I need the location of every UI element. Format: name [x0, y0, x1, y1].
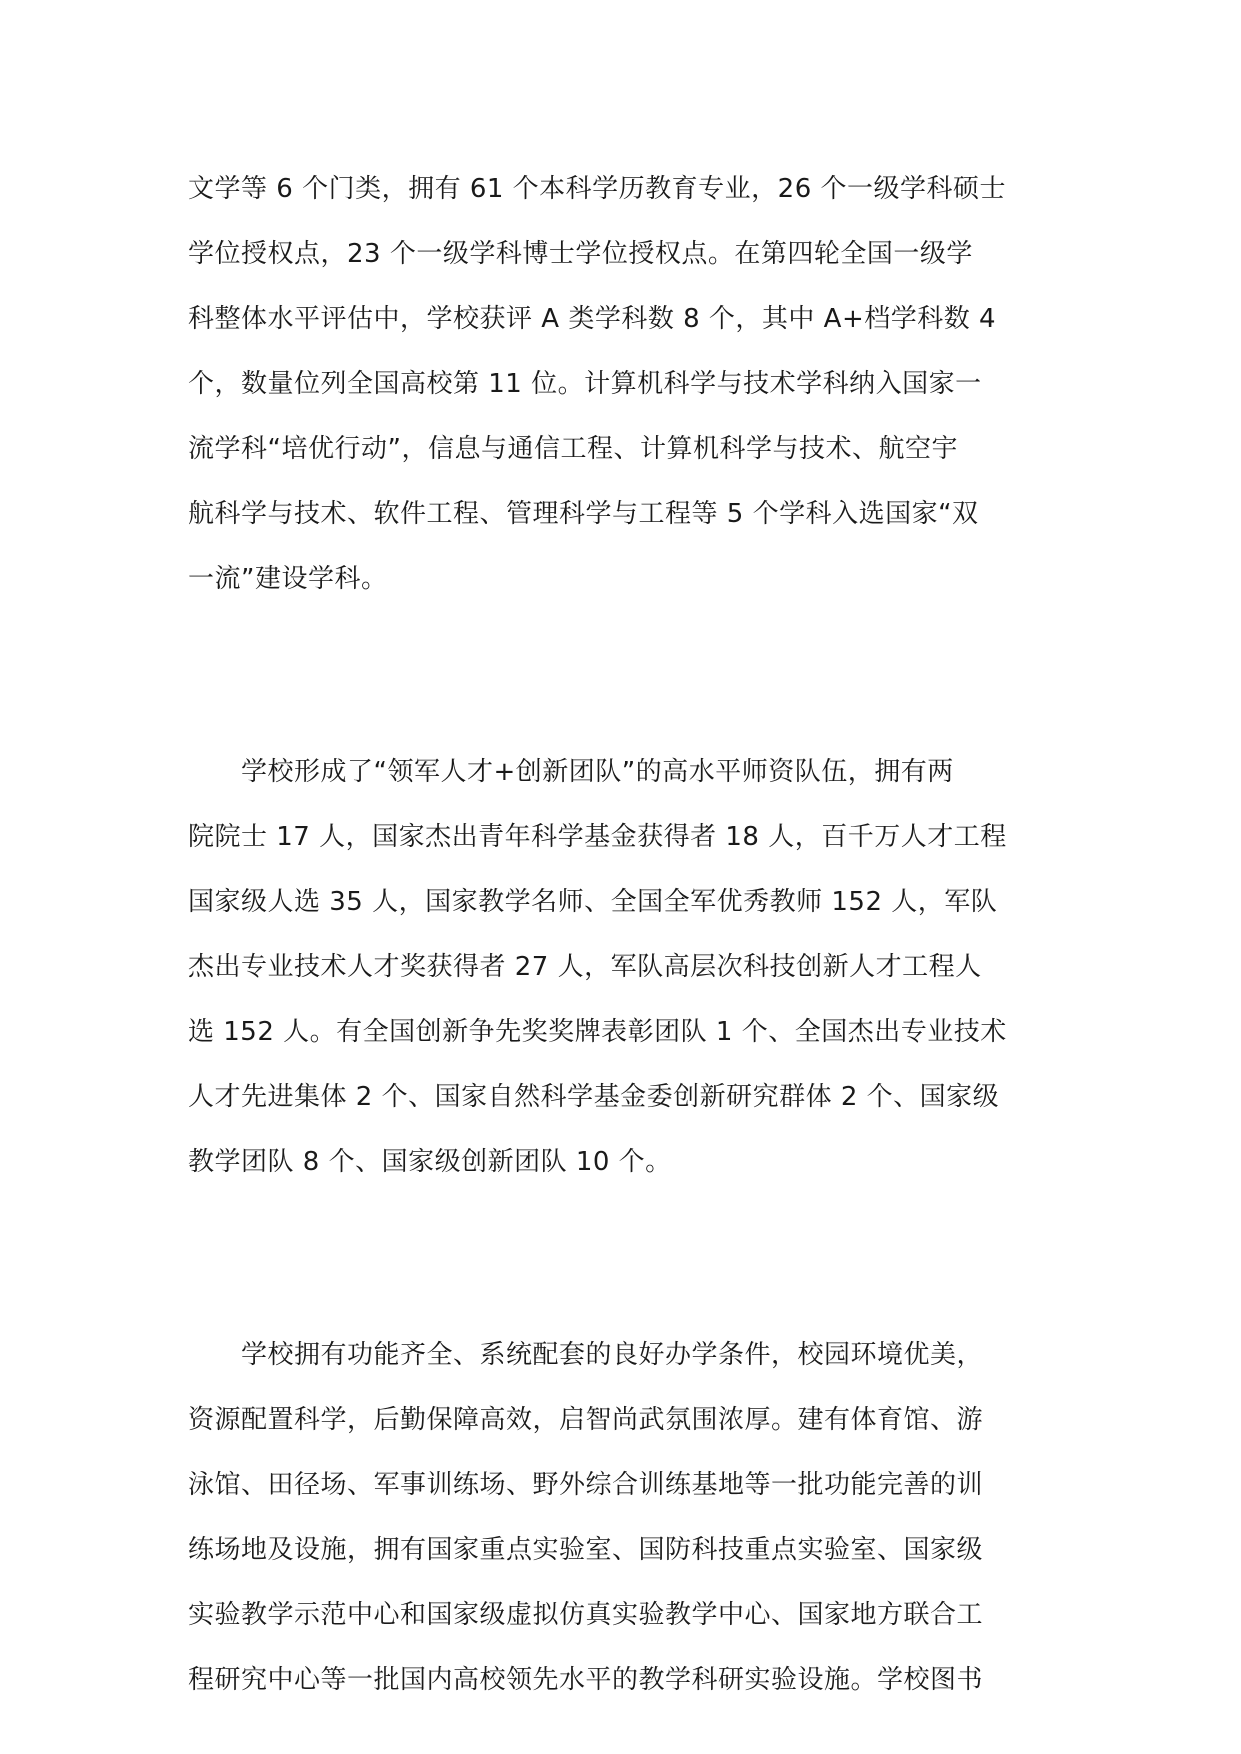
- text-line: 教学团队 8 个、国家级创新团队 10 个。: [188, 1147, 672, 1177]
- text-line: 学校拥有功能齐全、系统配套的良好办学条件，校园环境优美，: [188, 1340, 984, 1370]
- text-line: 一流”建设学科。: [188, 564, 388, 594]
- text-line: 国家级人选 35 人，国家教学名师、全国全军优秀教师 152 人，军队: [188, 887, 998, 917]
- text-line: 科整体水平评估中，学校获评 A 类学科数 8 个，其中 A+档学科数 4: [188, 304, 997, 334]
- text-line: 学校形成了“领军人才+创新团队”的高水平师资队伍，拥有两: [188, 757, 954, 787]
- text-line: 流学科“培优行动”，信息与通信工程、计算机科学与技术、航空宇: [188, 434, 958, 464]
- text-line: 实验教学示范中心和国家级虚拟仿真实验教学中心、国家地方联合工: [188, 1600, 984, 1630]
- text-line: 资源配置科学，后勤保障高效，启智尚武氛围浓厚。建有体育馆、游: [188, 1405, 984, 1435]
- document-body: [188, 157, 1058, 1713]
- paragraph-facilities: [188, 1323, 1058, 1713]
- text-line: 练场地及设施，拥有国家重点实验室、国防科技重点实验室、国家级: [188, 1535, 984, 1565]
- text-line: 泳馆、田径场、军事训练场、野外综合训练基地等一批功能完善的训: [188, 1470, 984, 1500]
- text-line: 程研究中心等一批国内高校领先水平的教学科研实验设施。学校图书: [188, 1665, 984, 1695]
- text-line: 个，数量位列全国高校第 11 位。计算机科学与技术学科纳入国家一: [188, 369, 982, 399]
- text-line: 学位授权点，23 个一级学科博士学位授权点。在第四轮全国一级学: [188, 239, 973, 269]
- text-line: 院院士 17 人，国家杰出青年科学基金获得者 18 人，百千万人才工程: [188, 822, 1007, 852]
- text-line: 选 152 人。有全国创新争先奖奖牌表彰团队 1 个、全国杰出专业技术: [188, 1017, 1007, 1047]
- paragraph-faculty: [188, 740, 1058, 1195]
- text-line: 杰出专业技术人才奖获得者 27 人，军队高层次科技创新人才工程人: [188, 952, 982, 982]
- paragraph-disciplines: [188, 157, 1058, 612]
- text-line: 人才先进集体 2 个、国家自然科学基金委创新研究群体 2 个、国家级: [188, 1082, 1000, 1112]
- paragraph-spacer: [188, 1195, 1058, 1323]
- text-line: 航科学与技术、软件工程、管理科学与工程等 5 个学科入选国家“双: [188, 499, 979, 529]
- text-line: 文学等 6 个门类，拥有 61 个本科学历教育专业，26 个一级学科硕士: [188, 174, 1007, 204]
- paragraph-spacer: [188, 612, 1058, 740]
